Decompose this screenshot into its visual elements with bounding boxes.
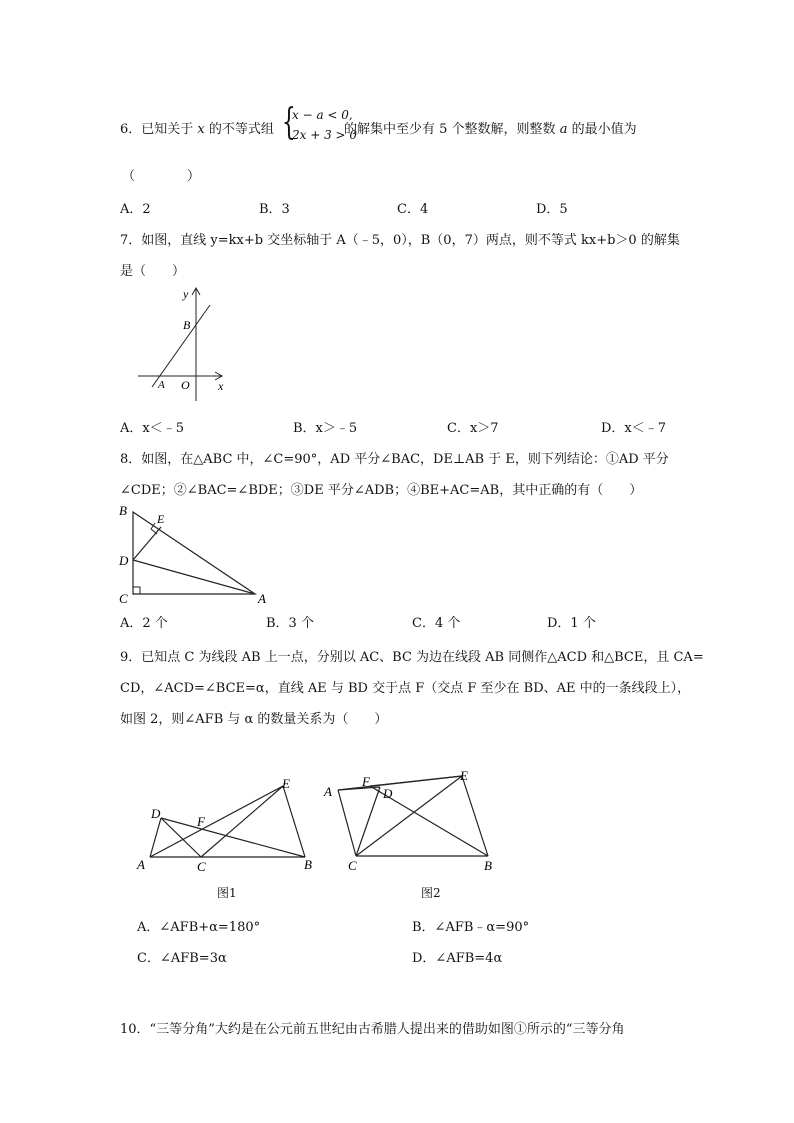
q7-stem-line1: 7．如图，直线 y=kx+b 交坐标轴于 A（﹣5，0），B（0，7）两点，则不等式 kx+b＞0 的解集 [120,233,680,248]
q9f1-label-f: F [197,814,205,829]
q8-label-e: E [157,512,165,526]
q9f1-segment-ce [201,786,283,857]
q8-option-a[interactable]: A．2 个 [120,616,168,631]
q9f2-label-c: C [348,858,357,873]
q10-stem-line1: 10．“三等分角”大约是在公元前五世纪由古希腊人提出来的借助如图①所示的“三等分角 [120,1022,625,1037]
q6-suffix1: 的解集中至少有 5 个整数解，则整数 [344,122,556,137]
q8-segment-ad [133,560,255,594]
q7-option-b[interactable]: B．x＞﹣5 [293,421,358,436]
q8-triangle-abc [133,512,255,594]
q8-option-d[interactable]: D．1 个 [547,616,596,631]
q6-option-c[interactable]: C．4 [397,202,429,217]
q9f2-label-f: F [362,774,370,789]
q7-option-d[interactable]: D．x＜﹣7 [601,421,667,436]
q8-label-a: A [258,591,266,606]
q8-option-c[interactable]: C．4 个 [412,616,461,631]
q9f1-label-a: A [137,857,145,872]
q9f2-segment-ac [338,790,356,856]
q6-answer-paren: （ ） [122,169,201,184]
q6-option-a[interactable]: A．2 [120,202,151,217]
q8-segment-de [133,527,161,560]
q9f1-label-e: E [282,776,290,791]
q6-prefix: 6．已知关于 [120,122,194,137]
q7-label-o: O [181,378,190,392]
q9-option-b[interactable]: B．∠AFB﹣α=90° [412,920,530,935]
q6-stem [120,118,274,137]
q9-stem-line1: 9．已知点 C 为线段 AB 上一点，分别以 AC、BC 为边在线段 AB 同侧作△ACD 和△BCE，且 CA= [120,650,704,665]
q7-line-kx-b [152,305,210,387]
q9f1-segment-ae [150,786,283,857]
q9-figure-1 [135,770,335,880]
q7-label-x: x [218,379,224,393]
q7-label-y: y [183,287,189,301]
inequality-system-brace: { [282,102,296,143]
q7-label-a: A [158,379,165,391]
q6-ineq1: x − a < 0, [292,108,353,122]
q9f2-segment-ae [338,776,462,790]
q9f1-label-b: B [304,857,312,872]
q9f2-label-e: E [460,768,468,783]
q7-option-c[interactable]: C．x＞7 [447,421,499,436]
q8-label-d: D [119,553,129,568]
q9f1-label-c: C [197,859,206,874]
q6-var: x [197,122,205,137]
q9-stem-line2: CD，∠ACD=∠BCE=α，直线 AE 与 BD 交于点 F（交点 F 至少在 BD、AE 中的一条线段上）， [120,681,691,696]
q8-option-b[interactable]: B．3 个 [266,616,314,631]
q7-stem-line2: 是（ ） [120,264,186,279]
q6-option-b[interactable]: B．3 [259,202,290,217]
q9-figure-2 [318,762,508,877]
q9-option-c[interactable]: C．∠AFB=3α [137,951,227,966]
q9-option-d[interactable]: D．∠AFB=4α [412,951,503,966]
q9-fig1-caption: 图1 [217,886,237,900]
q7-coordinate-figure [130,283,230,403]
q9f1-segment-eb [283,786,305,857]
q9f2-label-d: D [383,786,393,801]
q8-stem-line1: 8．如图，在△ABC 中，∠C=90°，AD 平分∠BAC，DE⊥AB 于 E，则下列结论：①AD 平分 [120,452,669,467]
q6-option-d[interactable]: D．5 [536,202,568,217]
q8-stem-line2: ∠CDE；②∠BAC=∠BDE；③DE 平分∠ADB；④BE+AC=AB，其中正确的有（ ） [120,483,643,498]
q6-mid: 的不等式组 [208,122,274,137]
q9f1-segment-ad [150,818,161,857]
q9-option-a[interactable]: A．∠AFB+α=180° [137,920,261,935]
q9f1-label-d: D [151,806,161,821]
q7-option-a[interactable]: A．x＜﹣5 [120,421,184,436]
q9f1-segment-db [161,818,305,857]
q9f2-segment-dc [356,787,380,856]
q8-triangle-figure [115,500,275,610]
q6-suffix2: 的最小值为 [571,122,637,137]
q6-stem-end [344,118,637,137]
q9f2-label-a: A [324,784,332,799]
q6-ineq2: 2x + 3 > 0 [292,128,358,142]
q9-stem-line3: 如图 2，则∠AFB 与 α 的数量关系为（ ） [120,712,388,727]
q9f2-segment-eb [462,776,488,856]
q9-fig2-caption: 图2 [421,886,441,900]
q8-label-c: C [119,591,128,606]
q9f2-label-b: B [484,858,492,873]
q7-label-b: B [183,318,191,332]
q8-label-b: B [119,503,127,518]
q6-var-a: a [559,122,568,137]
q8-right-angle-c [133,587,140,594]
